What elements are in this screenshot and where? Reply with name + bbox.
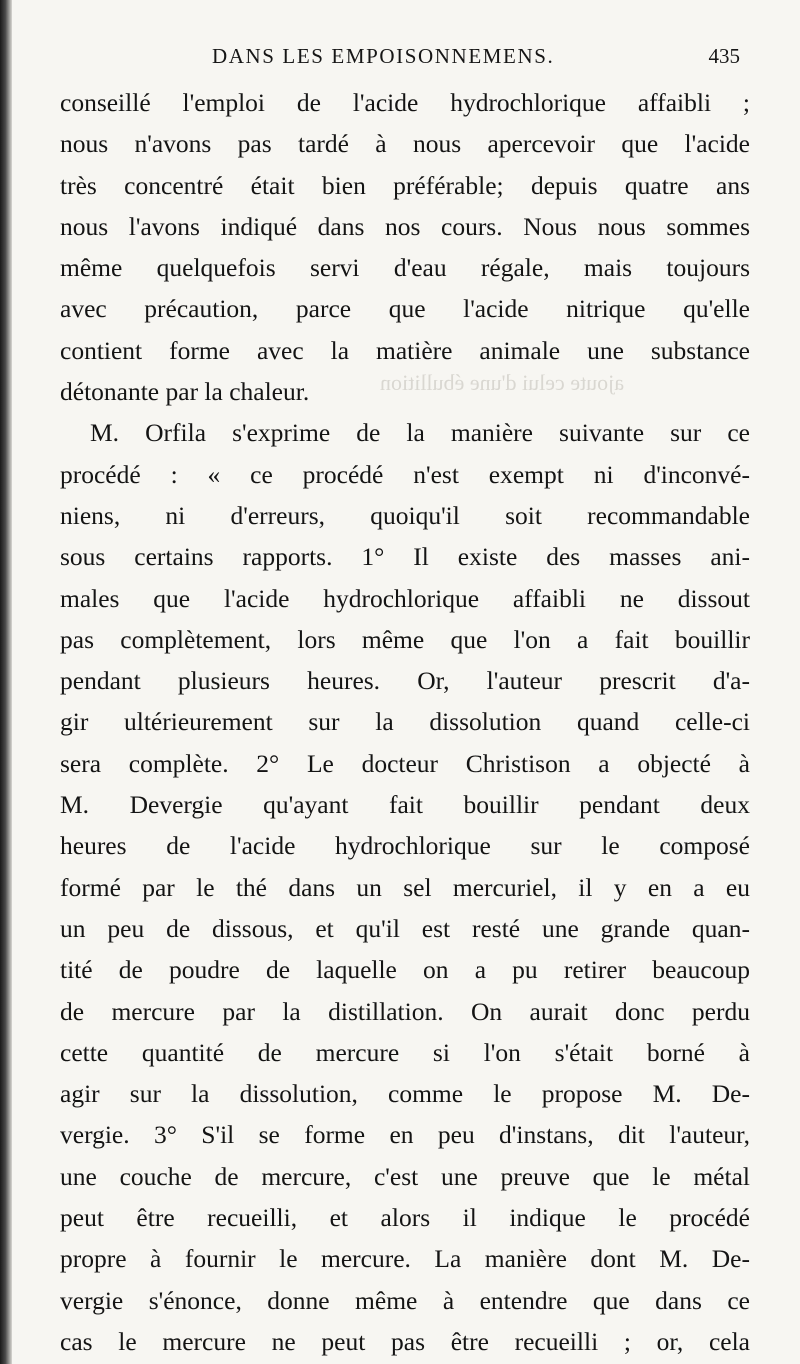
text-line: conseillé l'emploi de l'acide hydrochlorique affaibli ; — [60, 88, 750, 117]
text-line: sous certains rapports. 1° Il existe des masses ani- — [60, 542, 750, 572]
text-line: un peu de dissous, et qu'il est resté une grande quan- — [60, 913, 750, 943]
text-line: de mercure par la distillation. On aurait donc perdu — [60, 996, 750, 1026]
page-binding-shadow — [0, 0, 12, 1364]
text-line: une couche de mercure, c'est une preuve que le métal — [60, 1161, 750, 1191]
text-line: pendant plusieurs heures. Or, l'auteur prescrit d'a- — [60, 666, 750, 696]
text-line: pas complètement, lors même que l'on a fait bouillir — [60, 624, 750, 654]
text-line: sera complète. 2° Le docteur Christison a objecté à — [60, 748, 750, 778]
text-line: tité de poudre de laquelle on a pu retirer beaucoup — [60, 955, 750, 985]
text-line: détonante par la chaleur. — [60, 377, 310, 407]
show-through-text: ajoute celui d'une ébullition — [380, 370, 625, 395]
text-line: cas le mercure ne peut pas être recueilli ; or, cela — [60, 1326, 750, 1356]
text-line: même quelquefois servi d'eau régale, mais toujours — [60, 253, 750, 283]
text-line: peut être recueilli, et alors il indique le procédé — [60, 1203, 750, 1233]
text-line: avec précaution, parce que l'acide nitrique qu'elle — [60, 294, 750, 324]
text-line: contient forme avec la matière animale une substance — [60, 335, 750, 365]
text-line: très concentré était bien préférable; depuis quatre ans — [60, 170, 750, 200]
text-line: vergie s'énonce, donne même à entendre que dans ce — [60, 1285, 750, 1315]
text-line: nous n'avons pas tardé à nous apercevoir que l'acide — [60, 129, 750, 159]
text-line: formé par le thé dans un sel mercuriel, il y en a eu — [60, 872, 750, 902]
text-line: gir ultérieurement sur la dissolution quand celle-ci — [60, 707, 750, 737]
text-line: propre à fournir le mercure. La manière dont M. De- — [60, 1244, 750, 1274]
running-title: DANS LES EMPOISONNEMENS. — [212, 44, 555, 68]
text-line: males que l'acide hydrochlorique affaibli ne dissout — [60, 583, 750, 613]
text-line: cette quantité de mercure si l'on s'était borné à — [60, 1037, 750, 1067]
text-line: M. Orfila s'exprime de la manière suivante sur ce — [90, 418, 750, 448]
text-line: heures de l'acide hydrochlorique sur le composé — [60, 831, 750, 861]
text-line: M. Devergie qu'ayant fait bouillir pendant deux — [60, 790, 750, 820]
text-line: agir sur la dissolution, comme le propose M. De- — [60, 1079, 750, 1109]
text-line: procédé : « ce procédé n'est exempt ni d'inconvé- — [60, 459, 750, 489]
text-line: vergie. 3° S'il se forme en peu d'instans, dit l'auteur, — [60, 1120, 750, 1150]
text-line: niens, ni d'erreurs, quoiqu'il soit recommandable — [60, 500, 750, 530]
body-text — [60, 82, 750, 1362]
text-line: nous l'avons indiqué dans nos cours. Nous nous sommes — [60, 211, 750, 241]
page-number: 435 — [708, 44, 740, 68]
page-header — [60, 44, 750, 74]
